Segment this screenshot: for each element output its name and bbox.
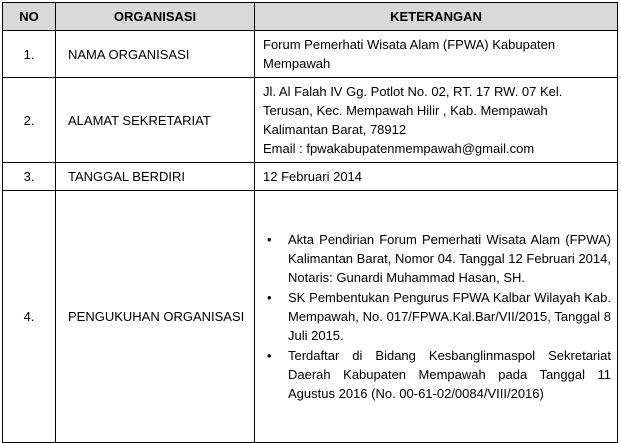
row-label: PENGUKUHAN ORGANISASI xyxy=(56,191,255,443)
value-line: Jl. Al Falah IV Gg. Potlot No. 02, RT. 17 RW. 07 Kel. xyxy=(263,84,563,99)
value-line: 12 Februari 2014 xyxy=(263,169,363,184)
table-row xyxy=(3,163,618,191)
value-line: Forum Pemerhati Wisata Alam (FPWA) Kabupaten xyxy=(263,37,556,52)
bullet-icon: • xyxy=(267,289,272,305)
row-value xyxy=(255,31,618,78)
row-value xyxy=(255,191,618,443)
bullet-icon: • xyxy=(267,347,272,363)
table-row xyxy=(3,78,618,163)
row-number: 1. xyxy=(3,31,56,78)
value-line: Terusan, Kec. Mempawah Hilir , Kab. Mempawah xyxy=(263,103,548,118)
table-row xyxy=(3,191,618,443)
document-table-wrapper xyxy=(2,2,618,440)
row-label: TANGGAL BERDIRI xyxy=(56,163,255,191)
list-item xyxy=(263,288,611,345)
header-keterangan: KETERANGAN xyxy=(255,3,618,31)
list-item-text: SK Pembentukan Pengurus FPWA Kalbar Wilayah Kab. Mempawah, No. 017/FPWA.Kal.Bar/VII/2015, Tanggal 8 Juli 2015. xyxy=(288,289,611,343)
bullet-icon: • xyxy=(267,231,272,247)
value-line: Email : fpwakabupatenmempawah@gmail.com xyxy=(263,141,535,156)
header-organisasi: ORGANISASI xyxy=(56,3,255,31)
table-header-row xyxy=(3,3,618,31)
list-item xyxy=(263,346,611,403)
list-item-text: Akta Pendirian Forum Pemerhati Wisata Alam (FPWA) Kalimantan Barat, Nomor 04. Tanggal 12 Februari 2014, Notaris: Gunardi Muhammad Hasan, SH. xyxy=(288,231,611,285)
row-number: 2. xyxy=(3,78,56,163)
row-value xyxy=(255,163,618,191)
row-number: 4. xyxy=(3,191,56,443)
value-line: Mempawah xyxy=(263,56,331,71)
row-label: NAMA ORGANISASI xyxy=(56,31,255,78)
value-line: Kalimantan Barat, 78912 xyxy=(263,122,407,137)
header-no: NO xyxy=(3,3,56,31)
organization-info-table xyxy=(2,2,618,443)
row-number: 3. xyxy=(3,163,56,191)
row-value xyxy=(255,78,618,163)
bullet-list xyxy=(263,230,611,403)
list-item-text: Terdaftar di Bidang Kesbanglinmaspol Sekretariat Daerah Kabupaten Mempawah pada Tanggal 11 Agustus 2016 (No. 00-61-02/0084/VIII/2016) xyxy=(288,347,611,401)
table-row xyxy=(3,31,618,78)
list-item xyxy=(263,230,611,287)
row-label: ALAMAT SEKRETARIAT xyxy=(56,78,255,163)
